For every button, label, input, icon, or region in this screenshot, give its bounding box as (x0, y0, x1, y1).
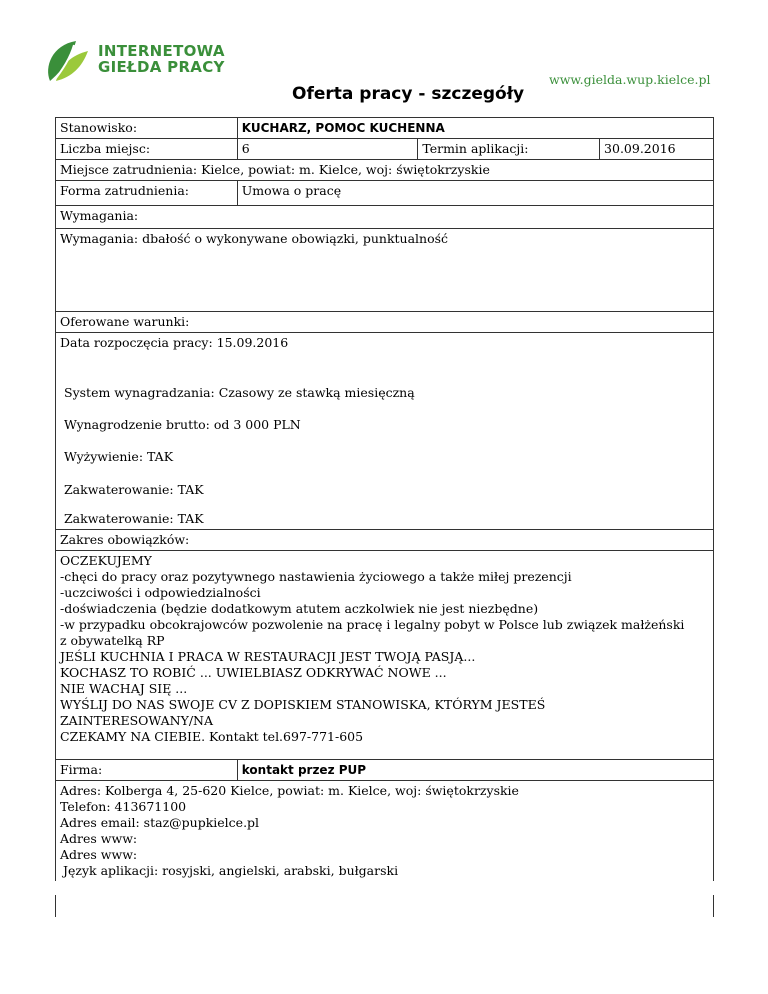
deadline-value: 30.09.2016 (600, 139, 714, 160)
contact-email[interactable]: Adres email: staz@pupkielce.pl (60, 815, 260, 830)
requirements-header-row (56, 206, 714, 229)
company-row (56, 760, 714, 781)
location-text: Miejsce zatrudnienia: Kielce, powiat: m. Kielce, woj: świętokrzyskie (56, 160, 714, 181)
offer-table (55, 117, 714, 881)
places-label: Liczba miejsc: (56, 139, 238, 160)
duties-cell (56, 551, 714, 760)
table-border-right (713, 895, 714, 917)
food: Wyżywienie: TAK (64, 449, 174, 464)
duties-line: WYŚLIJ DO NAS SWOJE CV Z DOPISKIEM STANOWISKA, KTÓRYM JESTEŚ (60, 697, 546, 712)
duties-line: -w przypadku obcokrajowców pozwolenie na pracę i legalny pobyt w Polsce lub związek małżeński (60, 617, 685, 632)
duties-line: z obywatelką RP (60, 633, 165, 648)
contact-languages: Język aplikacji: rosyjski, angielski, arabski, bułgarski (63, 863, 399, 878)
duties-line: JEŚLI KUCHNIA I PRACA W RESTAURACJI JEST TWOJĄ PASJĄ... (60, 649, 476, 664)
contact-address: Adres: Kolberga 4, 25-620 Kielce, powiat: m. Kielce, woj: świętokrzyskie (60, 783, 519, 798)
requirements-label: Wymagania: (56, 206, 714, 229)
requirements-text: Wymagania: dbałość o wykonywane obowiązki, punktualność (56, 229, 714, 312)
page-title: Oferta pracy - szczegóły (292, 84, 525, 104)
logo (42, 37, 242, 85)
position-label: Stanowisko: (56, 118, 238, 139)
places-row (56, 139, 714, 160)
duties-line: CZEKAMY NA CIEBIE. Kontakt tel.697-771-605 (60, 729, 364, 744)
position-value: KUCHARZ, POMOC KUCHENNA (237, 118, 713, 139)
duties-row (56, 551, 714, 760)
duties-line: OCZEKUJEMY (60, 553, 152, 568)
conditions-cell (56, 333, 714, 530)
logo-leaf-icon (42, 37, 94, 85)
site-url[interactable]: www.gielda.wup.kielce.pl (549, 72, 711, 87)
housing-2: Zakwaterowanie: TAK (64, 511, 204, 526)
logo-text (98, 43, 225, 75)
contact-cell (56, 781, 714, 882)
housing-1: Zakwaterowanie: TAK (64, 482, 204, 497)
employment-value: Umowa o pracę (237, 181, 713, 206)
pay-system: System wynagradzania: Czasowy ze stawką miesięczną (64, 385, 415, 400)
logo-line2: GIEŁDA PRACY (98, 58, 225, 76)
duties-line: -doświadczenia (będzie dodatkowym atutem aczkolwiek nie jest niezbędne) (60, 601, 539, 616)
employment-row (56, 181, 714, 206)
contact-row (56, 781, 714, 882)
position-row (56, 118, 714, 139)
salary: Wynagrodzenie brutto: od 3 000 PLN (64, 417, 301, 432)
duties-line: KOCHASZ TO ROBIĆ ... UWIELBIASZ ODKRYWAĆ NOWE ... (60, 665, 447, 680)
contact-www-1: Adres www: (60, 831, 138, 846)
duties-header-row (56, 530, 714, 551)
company-value: kontakt przez PUP (237, 760, 713, 781)
duties-line: ZAINTERESOWANY/NA (60, 713, 214, 728)
conditions-label: Oferowane warunki: (56, 312, 714, 333)
deadline-label: Termin aplikacji: (418, 139, 600, 160)
conditions-row (56, 333, 714, 530)
contact-www-2: Adres www: (60, 847, 138, 862)
company-label: Firma: (56, 760, 238, 781)
contact-phone: Telefon: 413671100 (60, 799, 187, 814)
requirements-row (56, 229, 714, 312)
places-value: 6 (237, 139, 418, 160)
duties-line: -chęci do pracy oraz pozytywnego nastawienia życiowego a także miłej prezencji (60, 569, 572, 584)
duties-label: Zakres obowiązków: (56, 530, 714, 551)
conditions-header-row (56, 312, 714, 333)
duties-line: NIE WACHAJ SIĘ ... (60, 681, 188, 696)
table-border-left (55, 895, 56, 917)
employment-label: Forma zatrudnienia: (56, 181, 238, 206)
start-date: Data rozpoczęcia pracy: 15.09.2016 (60, 335, 289, 350)
duties-line: -uczciwości i odpowiedzialności (60, 585, 261, 600)
logo-line1: INTERNETOWA (98, 42, 225, 60)
location-row (56, 160, 714, 181)
